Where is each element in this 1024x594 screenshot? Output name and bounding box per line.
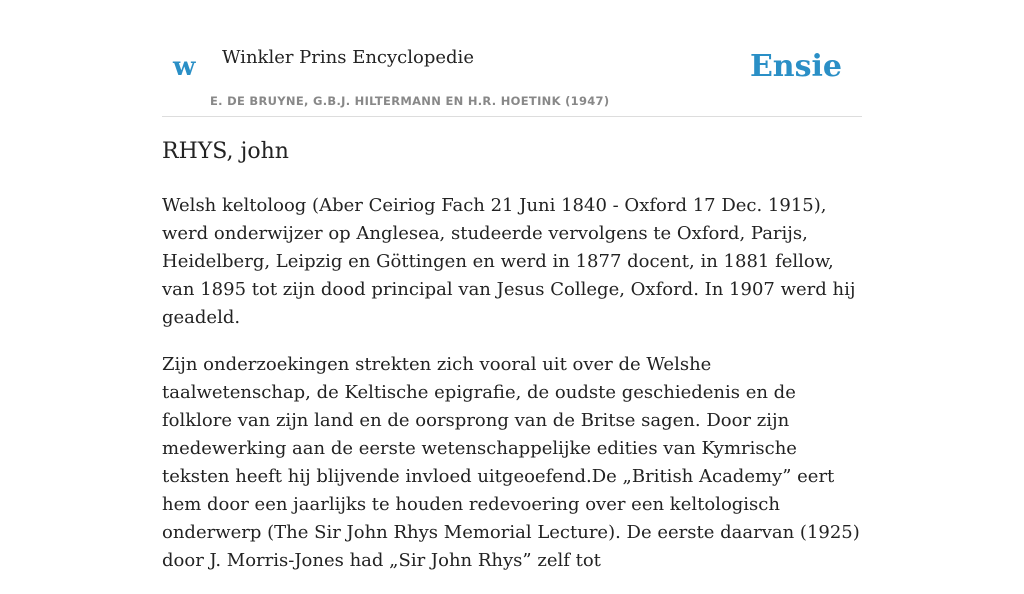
page: [162, 0, 862, 571]
winkler-prins-logo[interactable]: w: [173, 52, 196, 82]
site-header: [162, 0, 862, 117]
site-subtitle: E. DE BRUYNE, G.B.J. HILTERMANN EN H.R. HOETINK (1947): [210, 94, 610, 108]
entry-paragraph: Welsh keltoloog (Aber Ceiriog Fach 21 Juni 1840 - Oxford 17 Dec. 1915), werd onderwijzer op Anglesea, studeerde vervolgens te Oxford, Parijs, Heidelberg, Leipzig en Göttingen en werd in 1877 docent, in 1881 fellow, van 1895 tot zijn dood principal van Jesus College, Oxford. In 1907 werd hij geadeld.: [162, 195, 856, 328]
entry-body: [162, 192, 862, 594]
ensie-brand-logo[interactable]: Ensie: [749, 49, 842, 84]
entry-paragraph: Zijn onderzoekingen strekten zich vooral uit over de Welshe taalwetenschap, de Keltische epigrafie, de oudste geschiedenis en de folklore van zijn land en de oorsprong van de Britse sagen. Door zijn medewerking aan de eerste wetenschappelijke edities van Kymrische teksten heeft hij blijvende invloed uitgeoefend.De „British Academy” eert hem door een jaarlijks te houden redevoering over een keltologisch onderwerp (The Sir John Rhys Memorial Lecture). De eerste daarvan (1925) door J. Morris-Jones had „Sir John Rhys” zelf tot: [162, 354, 860, 571]
site-title[interactable]: Winkler Prins Encyclopedie: [222, 47, 474, 68]
entry-title: RHYS, john: [162, 139, 289, 164]
